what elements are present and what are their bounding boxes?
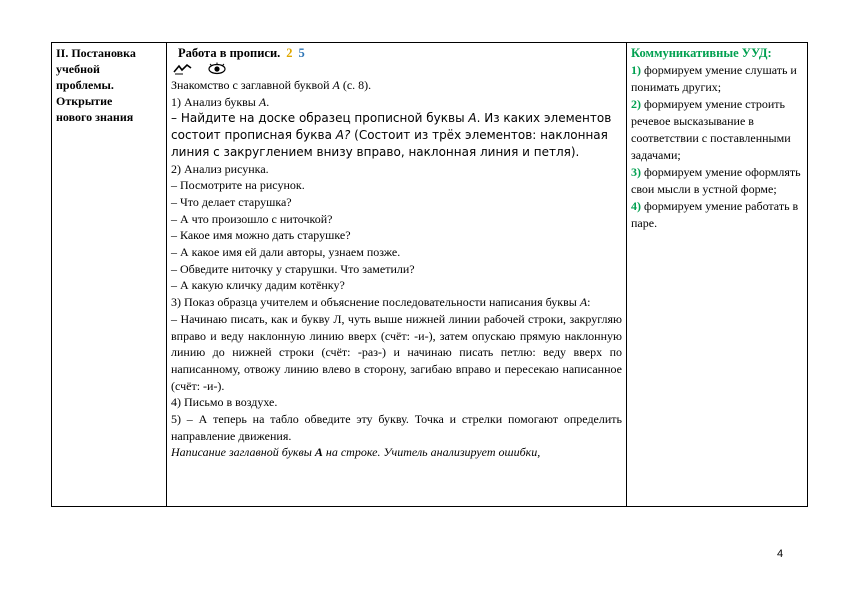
- uud-item: [631, 164, 803, 198]
- intro-line: [171, 77, 622, 94]
- stage-title: II. Постановка учебной проблемы. Открытие нового знания: [56, 46, 136, 124]
- question-1-letter-2: А?: [335, 128, 351, 143]
- step-3: [171, 294, 622, 311]
- uud-item-number: 3): [631, 165, 641, 179]
- table-row: [52, 43, 808, 507]
- lesson-table: [51, 42, 808, 507]
- uud-item-text: формируем умение слушать и понимать других;: [631, 63, 797, 94]
- question-1: [171, 110, 622, 160]
- uud-header: Коммуникативные УУД:: [631, 46, 772, 60]
- uud-item-text: формируем умение строить речевое высказывание в соответствии с поставленными задачами;: [631, 97, 791, 162]
- question-1-b: . Из каких элементов состоит прописная буква: [171, 111, 612, 143]
- work-title: Работа в прописи.: [178, 46, 281, 60]
- uud-item: [631, 96, 803, 164]
- intro-text: Знакомство с заглавной буквой: [171, 78, 330, 92]
- work-heading: [171, 45, 622, 61]
- page-ref-2: 5: [298, 46, 305, 60]
- pen-writing-icon: [173, 63, 193, 75]
- final-line-b: на строке. Учитель анализирует ошибки,: [322, 445, 541, 460]
- step-1-letter: А: [258, 94, 267, 109]
- uud-item: [631, 62, 803, 96]
- step-2: 2) Анализ рисунка.: [171, 161, 269, 176]
- list-item: – Посмотрите на рисунок.: [171, 178, 305, 193]
- step-3-tail: :: [587, 295, 591, 310]
- intro-tail: (с. 8).: [339, 78, 372, 92]
- uud-item-number: 4): [631, 199, 641, 213]
- page-number: 4: [777, 548, 784, 560]
- step-3-explanation: – Начинаю писать, как и букву Л, чуть выше нижней линии рабочей строки, закругляю вправо и веду наклонную линию вверх (счёт: -и-), затем опускаю прямую наклонную линию до нижней строки (счёт: -раз-) и начинаю писать петлю: веду вверх по написанному, отвожу линию влево в сторону, загибаю вправо и пересекаю написанное (счёт: -и-).: [171, 311, 622, 393]
- stage-cell: [52, 43, 167, 507]
- question-1-letter: А: [468, 111, 477, 126]
- list-item: – А какую кличку дадим котёнку?: [171, 278, 345, 293]
- uud-item: [631, 198, 803, 232]
- final-line-a: Написание заглавной буквы: [171, 445, 315, 460]
- final-line: [171, 444, 622, 461]
- step-4: 4) Письмо в воздухе.: [171, 395, 278, 410]
- page-ref-1: 2: [286, 46, 293, 60]
- uud-item-text: формируем умение оформлять свои мысли в устной форме;: [631, 165, 801, 196]
- final-line-letter: А: [314, 445, 323, 460]
- intro-letter: А: [332, 78, 340, 92]
- step-1: 1) Анализ буквы А.: [171, 94, 270, 109]
- step-3-letter: А: [579, 295, 588, 310]
- uud-item-number: 1): [631, 63, 641, 77]
- list-item: – Что делает старушка?: [171, 194, 292, 209]
- uud-cell: [627, 43, 808, 507]
- list-item: – А что произошло с ниточкой?: [171, 211, 333, 226]
- activity-cell: [167, 43, 627, 507]
- step-5: 5) – А теперь на табло обведите эту букву. Точка и стрелки помогают определить направление движения.: [171, 412, 622, 443]
- uud-item-number: 2): [631, 97, 641, 111]
- activity-icons: [171, 61, 622, 77]
- step-1-text: 1) Анализ буквы: [171, 94, 256, 109]
- list-item: – Какое имя можно дать старушке?: [171, 228, 351, 243]
- eye-icon: [207, 62, 227, 76]
- question-1-c: (Состоит из трёх элементов: наклонная линия с закруглением внизу вправо, наклонная линия и петля).: [171, 128, 608, 159]
- question-1-a: – Найдите на доске образец прописной буквы: [171, 111, 469, 126]
- uud-item-text: формируем умение работать в паре.: [631, 199, 799, 230]
- list-item: – А какое имя ей дали авторы, узнаем позже.: [171, 245, 401, 260]
- step-3-text: 3) Показ образца учителем и объяснение последовательности написания буквы: [171, 295, 577, 310]
- list-item: – Обведите ниточку у старушки. Что заметили?: [171, 261, 415, 276]
